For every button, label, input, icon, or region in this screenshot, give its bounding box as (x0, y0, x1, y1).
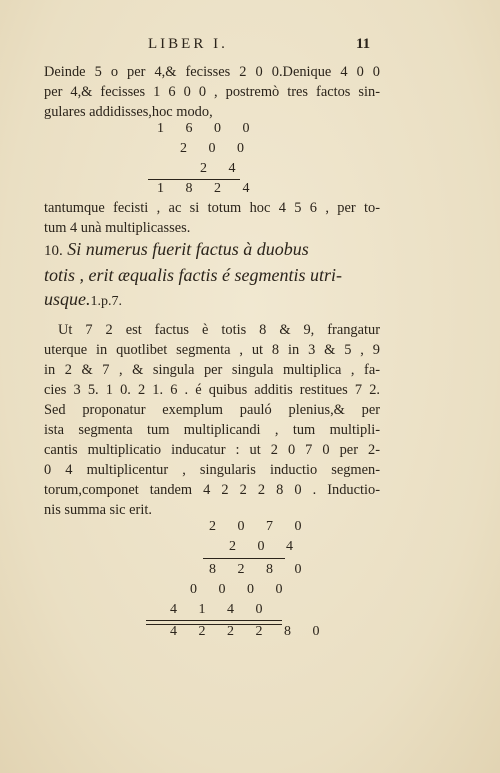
page-number: 11 (356, 36, 371, 52)
multiplicand: 2 0 7 0 (209, 519, 311, 534)
proposition-reference: 1.p.7. (90, 294, 122, 309)
text-line: nis summa sic erit. (44, 502, 152, 518)
sum-rule (148, 179, 240, 180)
text-line: cantis multiplicatio inducatur : ut 2 0 7 0 per 2- (44, 442, 380, 458)
header-title: LIBER I. (148, 36, 228, 52)
proposition-line: totis , erit æqualis factis é segmentis utri- (44, 265, 342, 285)
text-line: uterque in quotlibet segmenta , ut 8 in 3 & 5 , 9 (44, 342, 380, 358)
proposition-10 (44, 237, 380, 314)
product-rule (203, 558, 285, 559)
paragraph-2 (44, 198, 380, 238)
calc-total: 1 8 2 4 (157, 181, 259, 196)
partial-product: 4 1 4 0 (170, 602, 272, 617)
final-product: 4 2 2 2 8 0 (170, 624, 329, 639)
proposition-text: usque. (44, 289, 91, 309)
proposition-number: 10. (44, 243, 63, 259)
text-line: gulares addidisses,hoc modo, (44, 104, 213, 120)
running-header (0, 36, 500, 56)
text-line: tum 4 unà multiplicasses. (44, 220, 191, 236)
text-line: Ut 7 2 est factus è totis 8 & 9, frangatur (58, 322, 380, 338)
text-line: in 2 & 7 , & singula per singula multiplica , fa- (44, 362, 380, 378)
text-line: Deinde 5 o per 4,& fecisses 2 0 0.Denique 4 0 0 (44, 64, 380, 80)
text-line: cies 3 5. 1 0. 2 1. 6 . é quibus additis restitues 7 2. (44, 382, 380, 398)
proposition-line (44, 237, 380, 263)
calc-row: 2 0 0 (180, 141, 253, 156)
text-line: Sed proponatur exemplum pauló plenius,& per (44, 402, 380, 418)
text-line: torum,componet tandem 4 2 2 2 8 0 . Inductio- (44, 482, 380, 498)
paragraph-4 (44, 320, 380, 520)
text-line: ista segmenta tum multiplicandi , tum multipli- (44, 422, 380, 438)
multiplier: 2 0 4 (229, 539, 302, 554)
proposition-text: Si numerus fuerit factus à duobus (67, 239, 309, 259)
partial-product: 0 0 0 0 (190, 582, 292, 597)
calc-row: 1 6 0 0 (157, 121, 259, 136)
text-line: tantumque fecisti , ac si totum hoc 4 5 6 , per to- (44, 200, 380, 216)
proposition-line (44, 287, 380, 314)
text-line: 0 4 multiplicentur , singularis inductio segmen- (44, 462, 380, 478)
paragraph-1 (44, 62, 380, 122)
partial-product: 8 2 8 0 (209, 562, 311, 577)
text-line: per 4,& fecisses 1 6 0 0 , postremò tres factos sin- (44, 84, 380, 100)
calc-row: 2 4 (200, 161, 245, 176)
